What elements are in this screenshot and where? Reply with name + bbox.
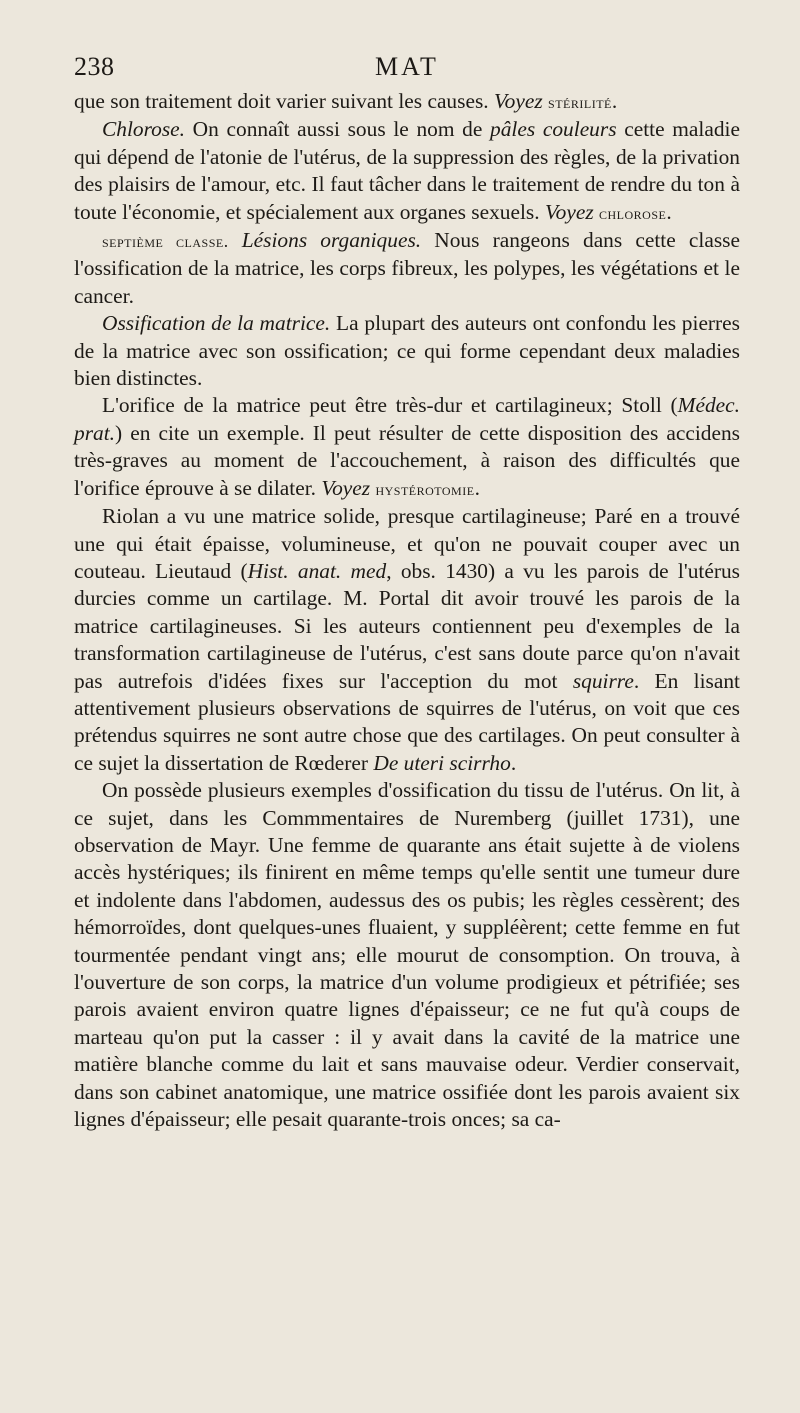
small-caps-text: stérilité — [548, 92, 612, 112]
text-run: On possède plusieurs exemples d'ossification du tissu de l'utérus. On lit, à ce sujet, dans les Commmentaires de Nuremberg (juillet 1731), une observation de Mayr. Une femme de quarante ans était sujette à de violens accès hystériques; ils finirent en même temps qu'elle sentit une tumeur dure et indolente dans l'abdomen, audessus des os pubis; les règles cessèrent; des hémorroïdes, dont quelques-unes fluaient, y suppléèrent; cette femme en fut tourmentée pendant vingt ans; elle mourut de consomption. On trouva, à l'ouverture de son corps, la matrice d'un volume prodigieux et pétrifiée; ses parois avaient environ quatre lignes d'épaisseur; ce ne fut qu'à coups de marteau qu'on put la casser : il y avait dans la cavité de la matrice une matière blanche comme du lait et sans mauvaise odeur. Verdier conservait, dans son cabinet anatomique, une matrice ossifiée dont les parois avaient six lignes d'épaisseur; elle pesait quarante-trois onces; sa ca- — [74, 778, 740, 1132]
page-header — [74, 48, 740, 88]
text-run: . En lisant attentivement plusieurs observations de squirres de l'utérus, on voit que ces prétendus squirres ne sont autre chose que des cartilages. On peut consulter à ce sujet la dissertation de Rœderer — [74, 668, 740, 775]
paragraph — [74, 116, 740, 227]
text-run: . — [611, 89, 618, 113]
text-run: . — [666, 199, 672, 224]
text-run: ) en cite un exemple. Il peut résulter de cette disposition des accidens très-graves au moment de l'accouchement, à raison des difficultés que l'orifice éprouve à se dilater. — [74, 420, 740, 500]
italic-text: De uteri scirrho — [373, 750, 511, 775]
body-text — [74, 88, 740, 1133]
italic-text: Médec. prat. — [74, 393, 740, 445]
small-caps-text: hystérotomie — [375, 478, 475, 499]
paragraph — [74, 503, 740, 777]
paragraph — [74, 88, 740, 116]
italic-text: squirre — [572, 668, 634, 693]
text-run: La plupart des auteurs ont confondu les pierres de la matrice avec son ossification; ce qui forme cependant deux maladies bien distinctes. — [74, 311, 741, 391]
text-run: . — [510, 750, 517, 775]
paragraph — [74, 310, 740, 392]
italic-text: Ossification de la matrice. — [102, 311, 331, 336]
text-run: L'orifice de la matrice peut être très-dur et cartilagineux; Stoll ( — [102, 393, 678, 418]
italic-text: Lésions organiques. — [241, 228, 422, 253]
italic-text: Voyez — [544, 199, 594, 224]
italic-text: Hist. anat. med — [247, 558, 387, 583]
text-run: , obs. 1430) a vu les parois de l'utérus durcies comme un cartilage. M. Portal dit avoir trouvé les parois de la matrice cartilagineuses. Si les auteurs contiennent peu d'exemples de la transformation cartilagineuse de l'utérus, c'est sans doute parce qu'on n'avait pas autrefois d'idées fixes sur l'acception du mot — [74, 558, 741, 693]
italic-text: pâles couleurs — [490, 117, 617, 142]
page-number: 238 — [74, 52, 115, 81]
italic-text: Voyez — [321, 475, 371, 500]
small-caps-text: chlorose — [599, 202, 667, 223]
paragraph — [74, 392, 740, 503]
italic-text: Voyez — [493, 89, 543, 113]
paragraph — [74, 777, 740, 1133]
text-run — [229, 228, 242, 252]
text-run: . — [474, 475, 480, 500]
text-run: que son traitement doit varier suivant les causes. — [74, 89, 494, 113]
paragraph — [74, 227, 740, 310]
text-run: On connaît aussi sous le nom de — [185, 117, 491, 142]
text-run: cette maladie qui dépend de l'atonie de l'utérus, de la suppression des règles, de la privation des plaisirs de l'amour, etc. Il faut tâcher dans le traitement de rendre du ton à toute l'économie, et spécialement aux organes sexuels. — [74, 117, 740, 224]
small-caps-text: septième classe. — [102, 231, 229, 252]
italic-text: Chlorose. — [102, 117, 185, 142]
text-run: Nous rangeons dans cette classe l'ossification de la matrice, les corps fibreux, les polypes, les végétations et le cancer. — [74, 228, 740, 308]
running-head: MAT — [375, 52, 439, 81]
text-run: Riolan a vu une matrice solide, presque cartilagineuse; Paré en a trouvé une qui était épaisse, volumineuse, et qu'on ne pouvait couper avec un couteau. Lieutaud ( — [74, 504, 740, 583]
